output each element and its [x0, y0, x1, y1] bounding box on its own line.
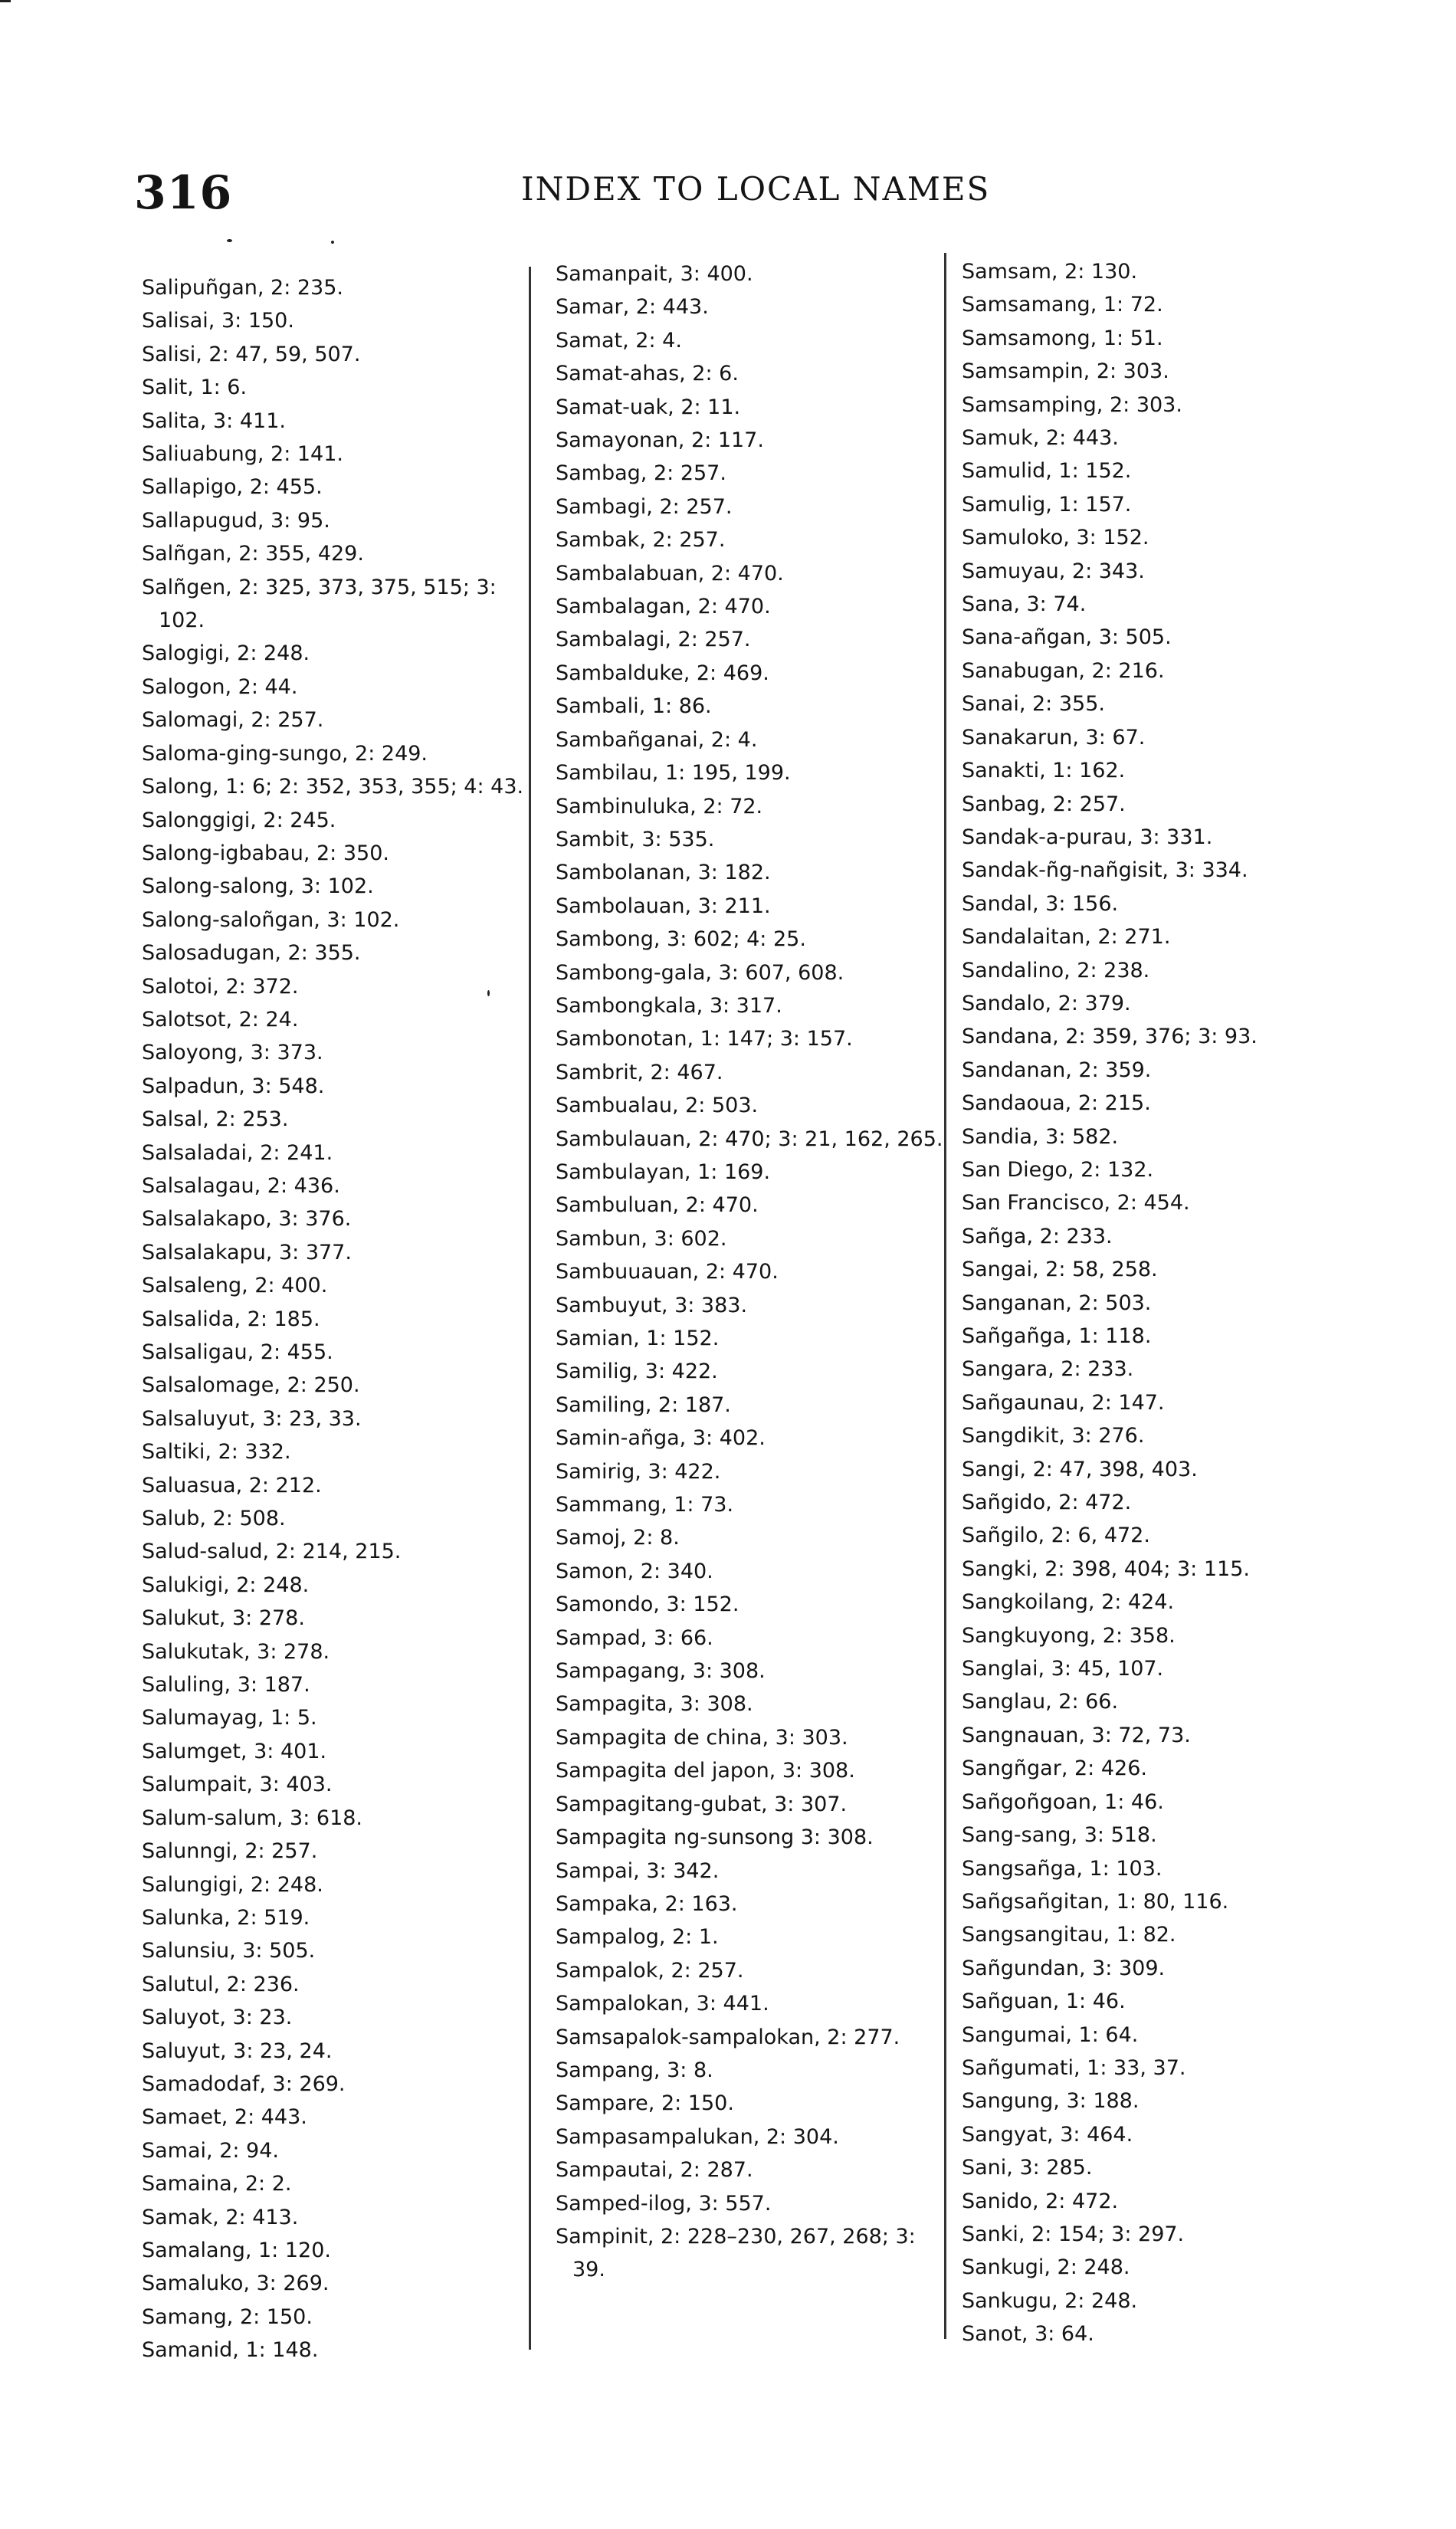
speck — [227, 239, 232, 242]
index-entry: Samsamping, 2: 303. — [962, 392, 1182, 417]
index-entry: Salsalakapo, 3: 376. — [142, 1207, 352, 1232]
index-entry: Sandia, 3: 582. — [962, 1124, 1119, 1149]
index-entry: Sankugu, 2: 248. — [962, 2288, 1138, 2313]
index-entry: Sanganan, 2: 503. — [962, 1291, 1152, 1315]
index-entry: Sambong-gala, 3: 607, 608. — [556, 960, 844, 985]
index-entry: Sandanan, 2: 359. — [962, 1058, 1152, 1082]
index-column-1 — [142, 271, 525, 2367]
index-entry: Sangyat, 3: 464. — [962, 2122, 1133, 2147]
index-entry: Sambilau, 1: 195, 199. — [556, 761, 791, 786]
index-entry: Sallapigo, 2: 455. — [142, 475, 323, 500]
index-entry: Sangnauan, 3: 72, 73. — [962, 1723, 1191, 1747]
index-entry: Sañgumati, 1: 33, 37. — [962, 2055, 1186, 2080]
index-entry: Sampagita ng-sunsong 3: 308. — [556, 1825, 874, 1850]
index-entry: Sanbag, 2: 257. — [962, 792, 1126, 816]
index-entry: Salogigi, 2: 248. — [142, 641, 310, 666]
index-entry: Sandalaitan, 2: 271. — [962, 925, 1171, 950]
index-entry: Salsalagau, 2: 436. — [142, 1173, 340, 1198]
index-entry: Sanakti, 1: 162. — [962, 759, 1126, 783]
index-entry: Saluyut, 3: 23, 24. — [142, 2039, 333, 2063]
index-entry: Samirig, 3: 422. — [556, 1459, 721, 1484]
speck — [331, 241, 334, 244]
index-entry: Sambulayan, 1: 169. — [556, 1160, 771, 1184]
index-entry: Samanid, 1: 148. — [142, 2338, 319, 2363]
index-entry: Sambonotan, 1: 147; 3: 157. — [556, 1027, 853, 1051]
index-entry: Salsaligau, 2: 455. — [142, 1340, 333, 1364]
index-entry: Samsam, 2: 130. — [962, 260, 1138, 284]
index-entry: Samilig, 3: 422. — [556, 1360, 718, 1384]
column-rule — [529, 267, 531, 2350]
index-entry: Sandal, 3: 156. — [962, 891, 1119, 916]
index-entry: Samaet, 2: 443. — [142, 2105, 307, 2130]
index-entry: Salit, 1: 6. — [142, 376, 248, 400]
index-entry: Samsamong, 1: 51. — [962, 326, 1163, 350]
index-entry: Salogon, 2: 44. — [142, 674, 298, 699]
index-entry: Sangsañga, 1: 103. — [962, 1856, 1163, 1881]
index-entry: Sañgundan, 3: 309. — [962, 1956, 1166, 1980]
index-entry: Saloma-ging-sungo, 2: 249. — [142, 741, 428, 766]
index-entry: Salsalakapu, 3: 377. — [142, 1240, 352, 1264]
index-entry: Sampare, 2: 150. — [556, 2091, 734, 2116]
index-entry: Sangi, 2: 47, 398, 403. — [962, 1457, 1198, 1481]
index-entry: Sambun, 3: 602. — [556, 1226, 727, 1251]
index-entry: Sambuluan, 2: 470. — [556, 1193, 759, 1218]
index-entry: Samanpait, 3: 400. — [556, 262, 753, 286]
index-entry: Sañgoñgoan, 1: 46. — [962, 1789, 1164, 1814]
index-entry: Sambolanan, 3: 182. — [556, 861, 771, 885]
index-entry: Salñgan, 2: 355, 429. — [142, 542, 364, 566]
index-column-3 — [962, 255, 1391, 2351]
index-entry: Saluyot, 3: 23. — [142, 2006, 293, 2030]
index-entry: Sañgañga, 1: 118. — [962, 1324, 1152, 1348]
index-entry: Sampai, 3: 342. — [556, 1858, 720, 1883]
index-entry: Salñgen, 2: 325, 373, 375, 515; 3: 102. — [142, 575, 497, 633]
index-entry: Sani, 3: 285. — [962, 2156, 1093, 2180]
index-entry: Salong-salong, 3: 102. — [142, 874, 374, 899]
index-entry: Salukutak, 3: 278. — [142, 1639, 330, 1664]
index-entry: Samai, 2: 94. — [142, 2138, 279, 2163]
index-entry: Sambit, 3: 535. — [556, 827, 715, 851]
index-entry: Sallapugud, 3: 95. — [142, 508, 330, 533]
index-entry: Salotoi, 2: 372. — [142, 974, 299, 999]
index-entry: Salita, 3: 411. — [142, 408, 286, 433]
index-entry: Salisi, 2: 47, 59, 507. — [142, 342, 361, 366]
index-entry: Sambañganai, 2: 4. — [556, 727, 758, 752]
running-head-title: INDEX TO LOCAL NAMES — [521, 170, 991, 208]
index-entry: Saluasua, 2: 212. — [142, 1473, 322, 1497]
index-entry: Sampalog, 2: 1. — [556, 1925, 719, 1950]
index-entry: Sampang, 3: 8. — [556, 2058, 713, 2082]
column-rule — [944, 253, 946, 2339]
index-entry: Salukut, 3: 278. — [142, 1606, 305, 1631]
index-entry: Salong-saloñgan, 3: 102. — [142, 907, 400, 932]
index-entry: Salunka, 2: 519. — [142, 1905, 310, 1930]
index-entry: Salomagi, 2: 257. — [142, 708, 324, 733]
index-entry: Samondo, 3: 152. — [556, 1593, 739, 1617]
index-entry: Sañgilo, 2: 6, 472. — [962, 1524, 1150, 1548]
index-entry: Sandalo, 2: 379. — [962, 991, 1131, 1015]
index-entry: Samped-ilog, 3: 557. — [556, 2191, 772, 2216]
index-entry: Salsaleng, 2: 400. — [142, 1274, 328, 1298]
index-entry: Sambak, 2: 257. — [556, 528, 726, 553]
index-entry: Samadodaf, 3: 269. — [142, 2071, 346, 2096]
page-number: 316 — [134, 166, 233, 220]
index-entry: Salsal, 2: 253. — [142, 1107, 289, 1132]
index-entry: Sanglau, 2: 66. — [962, 1690, 1119, 1714]
index-entry: Samiling, 2: 187. — [556, 1392, 731, 1417]
index-entry: Salisai, 3: 150. — [142, 309, 294, 333]
index-entry: Saluling, 3: 187. — [142, 1673, 310, 1697]
index-entry: Sampagang, 3: 308. — [556, 1659, 766, 1684]
index-entry: Salsaladai, 2: 241. — [142, 1140, 333, 1165]
index-entry: Salong-igbabau, 2: 350. — [142, 841, 389, 865]
index-entry: Sankugi, 2: 248. — [962, 2255, 1130, 2280]
index-entry: Sana-añgan, 3: 505. — [962, 625, 1172, 650]
index-entry: Sampagita del japon, 3: 308. — [556, 1759, 855, 1783]
index-entry: Sangki, 2: 398, 404; 3: 115. — [962, 1556, 1250, 1581]
index-entry: Salukigi, 2: 248. — [142, 1573, 310, 1597]
index-column-2 — [556, 257, 946, 2287]
index-entry: Sammang, 1: 73. — [556, 1493, 734, 1517]
index-entry: Sampagitang-gubat, 3: 307. — [556, 1792, 848, 1816]
index-entry: Salum-salum, 3: 618. — [142, 1806, 363, 1830]
index-entry: Samang, 2: 150. — [142, 2304, 313, 2329]
index-entry: Salutul, 2: 236. — [142, 1972, 300, 1996]
index-entry: Salsalomage, 2: 250. — [142, 1373, 360, 1398]
index-entry: Sampagita, 3: 308. — [556, 1692, 753, 1717]
index-entry: Sandak-a-purau, 3: 331. — [962, 825, 1213, 849]
index-entry: Salpadun, 3: 548. — [142, 1074, 325, 1098]
index-entry: Salud-salud, 2: 214, 215. — [142, 1540, 402, 1564]
index-entry: Sanot, 3: 64. — [962, 2322, 1094, 2347]
index-entry: Sangkuyong, 2: 358. — [962, 1623, 1176, 1648]
index-entry: Sangung, 3: 188. — [962, 2089, 1140, 2114]
index-entry: Sambalagan, 2: 470. — [556, 595, 771, 619]
index-entry: Sampalok, 2: 257. — [556, 1958, 744, 1983]
index-entry: Sangai, 2: 58, 258. — [962, 1258, 1158, 1282]
index-entry: Salunsiu, 3: 505. — [142, 1939, 316, 1963]
index-entry: Samayonan, 2: 117. — [556, 428, 764, 453]
index-entry: Samaina, 2: 2. — [142, 2172, 292, 2196]
index-entry: Salumayag, 1: 5. — [142, 1706, 317, 1730]
corner-mark — [0, 0, 11, 2]
index-entry: Sampaka, 2: 163. — [556, 1891, 738, 1916]
index-entry: Sañga, 2: 233. — [962, 1224, 1113, 1248]
index-entry: Samsapalok-sampalokan, 2: 277. — [556, 2025, 900, 2049]
index-entry: Sambuyut, 3: 383. — [556, 1293, 748, 1317]
index-entry: Saliuabung, 2: 141. — [142, 442, 343, 467]
index-entry: Sambali, 1: 86. — [556, 694, 712, 719]
index-entry: Samuyau, 2: 343. — [962, 559, 1145, 583]
index-entry: Sandana, 2: 359, 376; 3: 93. — [962, 1025, 1258, 1049]
index-entry: Sampad, 3: 66. — [556, 1625, 713, 1650]
index-entry: Sañgaunau, 2: 147. — [962, 1390, 1165, 1415]
index-entry: Sampagita de china, 3: 303. — [556, 1725, 848, 1750]
index-entry: Salumpait, 3: 403. — [142, 1773, 333, 1797]
index-entry: San Diego, 2: 132. — [962, 1157, 1154, 1182]
index-entry: Sañguan, 1: 46. — [962, 1989, 1126, 2014]
index-entry: Sampinit, 2: 228–230, 267, 268; 3: 39. — [556, 2224, 916, 2282]
index-entry: Sambrit, 2: 467. — [556, 1060, 723, 1084]
index-entry: Samar, 2: 443. — [556, 295, 709, 320]
index-entry: Sambongkala, 3: 317. — [556, 993, 782, 1018]
index-entry: Sang-sang, 3: 518. — [962, 1823, 1157, 1848]
index-entry: Sambagi, 2: 257. — [556, 494, 733, 519]
index-entry: Salosadugan, 2: 355. — [142, 941, 361, 966]
index-entry: Samuloko, 3: 152. — [962, 526, 1149, 550]
index-entry: Sambag, 2: 257. — [556, 461, 726, 486]
index-entry: Samat, 2: 4. — [556, 328, 682, 353]
index-entry: Samuk, 2: 443. — [962, 426, 1119, 451]
index-entry: Sampautai, 2: 287. — [556, 2158, 753, 2183]
index-entry: Sanai, 2: 355. — [962, 692, 1105, 717]
index-entry: Samak, 2: 413. — [142, 2205, 299, 2229]
index-entry: Samalang, 1: 120. — [142, 2238, 331, 2262]
index-entry: Sanakarun, 3: 67. — [962, 725, 1146, 750]
index-entry: Salsalida, 2: 185. — [142, 1307, 320, 1331]
index-entry: Salonggigi, 2: 245. — [142, 808, 336, 832]
index-entry: Salungigi, 2: 248. — [142, 1872, 323, 1897]
index-entry: Sangdikit, 3: 276. — [962, 1424, 1145, 1448]
index-entry: Sambinuluka, 2: 72. — [556, 794, 763, 818]
index-entry: Samoj, 2: 8. — [556, 1526, 680, 1550]
index-entry: Sangsangitau, 1: 82. — [962, 1923, 1176, 1947]
index-entry: Salub, 2: 508. — [142, 1507, 286, 1531]
index-entry: Sambualau, 2: 503. — [556, 1094, 759, 1118]
index-entry: Sambolauan, 3: 211. — [556, 894, 771, 918]
index-entry: Samsampin, 2: 303. — [962, 359, 1169, 384]
index-entry: Sanabugan, 2: 216. — [962, 658, 1165, 683]
index-entry: Sangkoilang, 2: 424. — [962, 1590, 1175, 1615]
index-entry: Sangñgar, 2: 426. — [962, 1757, 1147, 1781]
index-entry: Sambuuauan, 2: 470. — [556, 1260, 779, 1284]
index-entry: Samin-añga, 3: 402. — [556, 1426, 766, 1451]
index-entry: Salotsot, 2: 24. — [142, 1007, 299, 1032]
index-entry: Sangumai, 1: 64. — [962, 2022, 1139, 2047]
index-entry: Sambulauan, 2: 470; 3: 21, 162, 265. — [556, 1127, 943, 1151]
index-entry: Samulid, 1: 152. — [962, 459, 1132, 484]
index-entry: Sanglai, 3: 45, 107. — [962, 1657, 1164, 1681]
index-entry: Samat-ahas, 2: 6. — [556, 362, 739, 386]
index-entry: Sambalabuan, 2: 470. — [556, 561, 784, 586]
index-entry: Sandak-ñg-nañgisit, 3: 334. — [962, 858, 1248, 883]
index-entry: Sanido, 2: 472. — [962, 2189, 1119, 2213]
index-entry: Saloyong, 3: 373. — [142, 1041, 323, 1065]
index-entry: Samulig, 1: 157. — [962, 492, 1132, 517]
index-entry: Sambalagi, 2: 257. — [556, 628, 751, 652]
index-entry: Sanki, 2: 154; 3: 297. — [962, 2222, 1185, 2246]
index-entry: Sambalduke, 2: 469. — [556, 661, 769, 685]
index-entry: Salong, 1: 6; 2: 352, 353, 355; 4: 43. — [142, 775, 524, 799]
index-entry: Samsamang, 1: 72. — [962, 293, 1163, 317]
index-entry: Sandaoua, 2: 215. — [962, 1091, 1151, 1116]
index-entry: Samat-uak, 2: 11. — [556, 395, 741, 419]
index-entry: Samian, 1: 152. — [556, 1327, 720, 1350]
index-entry: Saltiki, 2: 332. — [142, 1440, 291, 1465]
index-entry: Sandalino, 2: 238. — [962, 958, 1150, 982]
index-entry: Sañgido, 2: 472. — [962, 1491, 1132, 1515]
index-entry: Sangara, 2: 233. — [962, 1357, 1134, 1382]
index-entry: San Francisco, 2: 454. — [962, 1191, 1190, 1215]
index-entry: Salipuñgan, 2: 235. — [142, 276, 343, 300]
index-entry: Salumget, 3: 401. — [142, 1739, 327, 1763]
index-entry: Sambong, 3: 602; 4: 25. — [556, 927, 806, 952]
index-entry: Salunngi, 2: 257. — [142, 1839, 318, 1864]
index-entry: Sañgsañgitan, 1: 80, 116. — [962, 1889, 1229, 1914]
index-entry: Sampalokan, 3: 441. — [556, 1992, 769, 2016]
index-entry: Salsaluyut, 3: 23, 33. — [142, 1406, 362, 1431]
index-entry: Samaluko, 3: 269. — [142, 2272, 330, 2296]
index-entry: Sana, 3: 74. — [962, 592, 1087, 617]
index-entry: Samon, 2: 340. — [556, 1559, 713, 1583]
index-entry: Sampasampalukan, 2: 304. — [556, 2124, 839, 2149]
